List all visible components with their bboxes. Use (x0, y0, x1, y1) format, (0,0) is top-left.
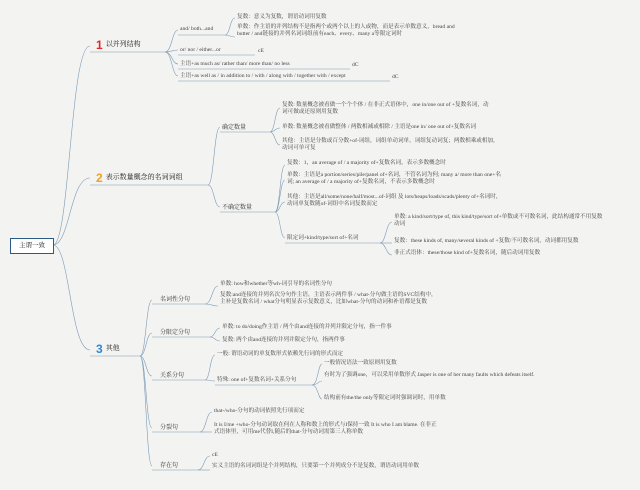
relative-special-node: 特殊: one of+复数名词+关系分句 (217, 377, 297, 383)
section-3-title: 其他 (105, 345, 120, 352)
kind-of-node: 限定词+kind/type/sort of+名词 (287, 235, 359, 241)
relative-clause-node: 关系分句 (160, 373, 185, 379)
kind-of-plural-rule: 复数：these kinds of, many/several kinds of +复数/不可数名词，动词都用复数 (394, 238, 579, 244)
section-2-header (96, 172, 183, 184)
existential-coordinate-rule: 实义主语的名词词组是个并列结构，只要第一个并列成分不是复数，谓语动词用单数 (212, 463, 419, 469)
as-well-as-node: 主语+as well as / in addition to / with / along with / together with / except (180, 73, 346, 79)
noun-clause-plural-rule: 复数:and连接的并列名次分句作主语，主语表示两件事 / what-分句做主语的SVC结构中，主补是复数名词 / what分句明显表示复数意义，比如what-分句的动词和补语都是复数 (220, 292, 437, 305)
kind-of-singular-rule: 单数: a kind/sort/type of, this kind/type/sort of+单数或不可数名词，此结构通常不用复数动词 (394, 214, 603, 227)
section-3-number: 3 (96, 342, 103, 356)
relative-general-rule: 一般: 谓语动词的单复数形式依赖先行词的形式而定 (217, 351, 344, 357)
section-1-title: 以并列结构 (105, 41, 141, 48)
definite-singular-rule: 单数: 数量概念被看做整体 / 两数相减或相除 / 主语是one in/ one out of+复数名词 (282, 124, 477, 130)
as-much-as-rule: dC (352, 62, 359, 68)
definite-plural-rule: 复数: 数量概念被看做一个个个体 / 在非正式语体中，one in/one out of +复数名词，动词可做或还原则用复数 (282, 102, 489, 115)
definite-quantity-node: 确定数量 (222, 125, 247, 131)
relative-special-the-only-rule: 结构前有the/the only等限定词时强调词时，用单数 (324, 395, 446, 401)
as-well-as-rule: dC (392, 74, 399, 80)
as-much-as-node: 主语+as much as/ rather than/ more than/ no less (180, 61, 290, 67)
section-3-header (96, 343, 120, 355)
noun-clause-node: 名词性分句 (160, 297, 191, 303)
existential-sentence-node: 存在句 (160, 463, 179, 469)
section-2-title: 表示数量概念的名词词组 (105, 174, 183, 181)
nonfinite-clause-node: 分限定分句 (160, 330, 191, 336)
existential-rule-ce: cE (212, 452, 218, 458)
or-nor-rule: cE (258, 48, 264, 54)
relative-special-singular-rule: 有时为了强调one，可以采用单数形式 Jasper is one of her many faults which defeats itself. (324, 372, 535, 378)
cleft-sentence-node: 分裂句 (160, 425, 179, 431)
section-1-header (96, 39, 141, 51)
indefinite-singular-rule: 单数：主语是a portion/series/pile/panel of+名词，不管名词为何; many a/ more than one+名词; an average of / a majority of+复数名词，不表示多数概念时 (287, 172, 502, 185)
root-node: 主谓一致 (10, 238, 54, 254)
cleft-it-is-rule: It is I/me +who-分句动词取在何在人称和数上的形式与I保持一致 It is who I am blame. 在非正式语体里，可用me代替I,随后的that-分句动词需第三人称单数 (214, 422, 437, 435)
or-nor-node: or/ nor / either...or (180, 47, 221, 53)
indefinite-other-rule: 其他：主语是all/some/none/half/most...of-词组 及 lots/heaps/loads/scads/plenty of+名词时，动词单复数随of-词组中名词复数而定 (287, 194, 502, 207)
nonfinite-singular-rule: 单数: to do/doing作主语 / 两个由and连接的并列并限定分句，指一件事 (222, 324, 392, 330)
and-plural-node: 复数：意义为复数，谓语动词用复数 (237, 14, 327, 20)
kind-of-informal-rule: 非正式语体：these/those kind of+复数名词，随后动词用复数 (394, 250, 541, 256)
and-singular-node: 单数：作主语的并列结构不是指两个或两个以上的人或物，而是表示单数意义，bread and butter / and链接的并列名词词组前有each、every、many a等限定词时 (237, 24, 455, 37)
relative-special-plural-rule: 一般情况语法一致原则用复数 (324, 360, 397, 366)
indefinite-quantity-node: 不确定数量 (222, 205, 253, 211)
and-both-node: and/ both...and (180, 26, 214, 32)
section-2-number: 2 (96, 171, 103, 185)
indefinite-plural-rule: 复数：1，an average of / a majority of+复数名词，表示多数概念时 (287, 160, 446, 166)
cleft-general-rule: that-/who-分句的动词依照先行项而定 (214, 408, 305, 414)
definite-other-rule: 其他：主语是分数或百分数+of-词组，词组单动词单，词组复动词复；两数相乘或相加，动词可单可复 (282, 138, 499, 151)
nonfinite-plural-rule: 复数: 两个由and连接的并列并限定分句，指两件事 (222, 337, 345, 343)
noun-clause-singular-rule: 单数: how和whether等wh-词引导的名词性分句 (220, 281, 333, 287)
section-1-number: 1 (96, 38, 103, 52)
